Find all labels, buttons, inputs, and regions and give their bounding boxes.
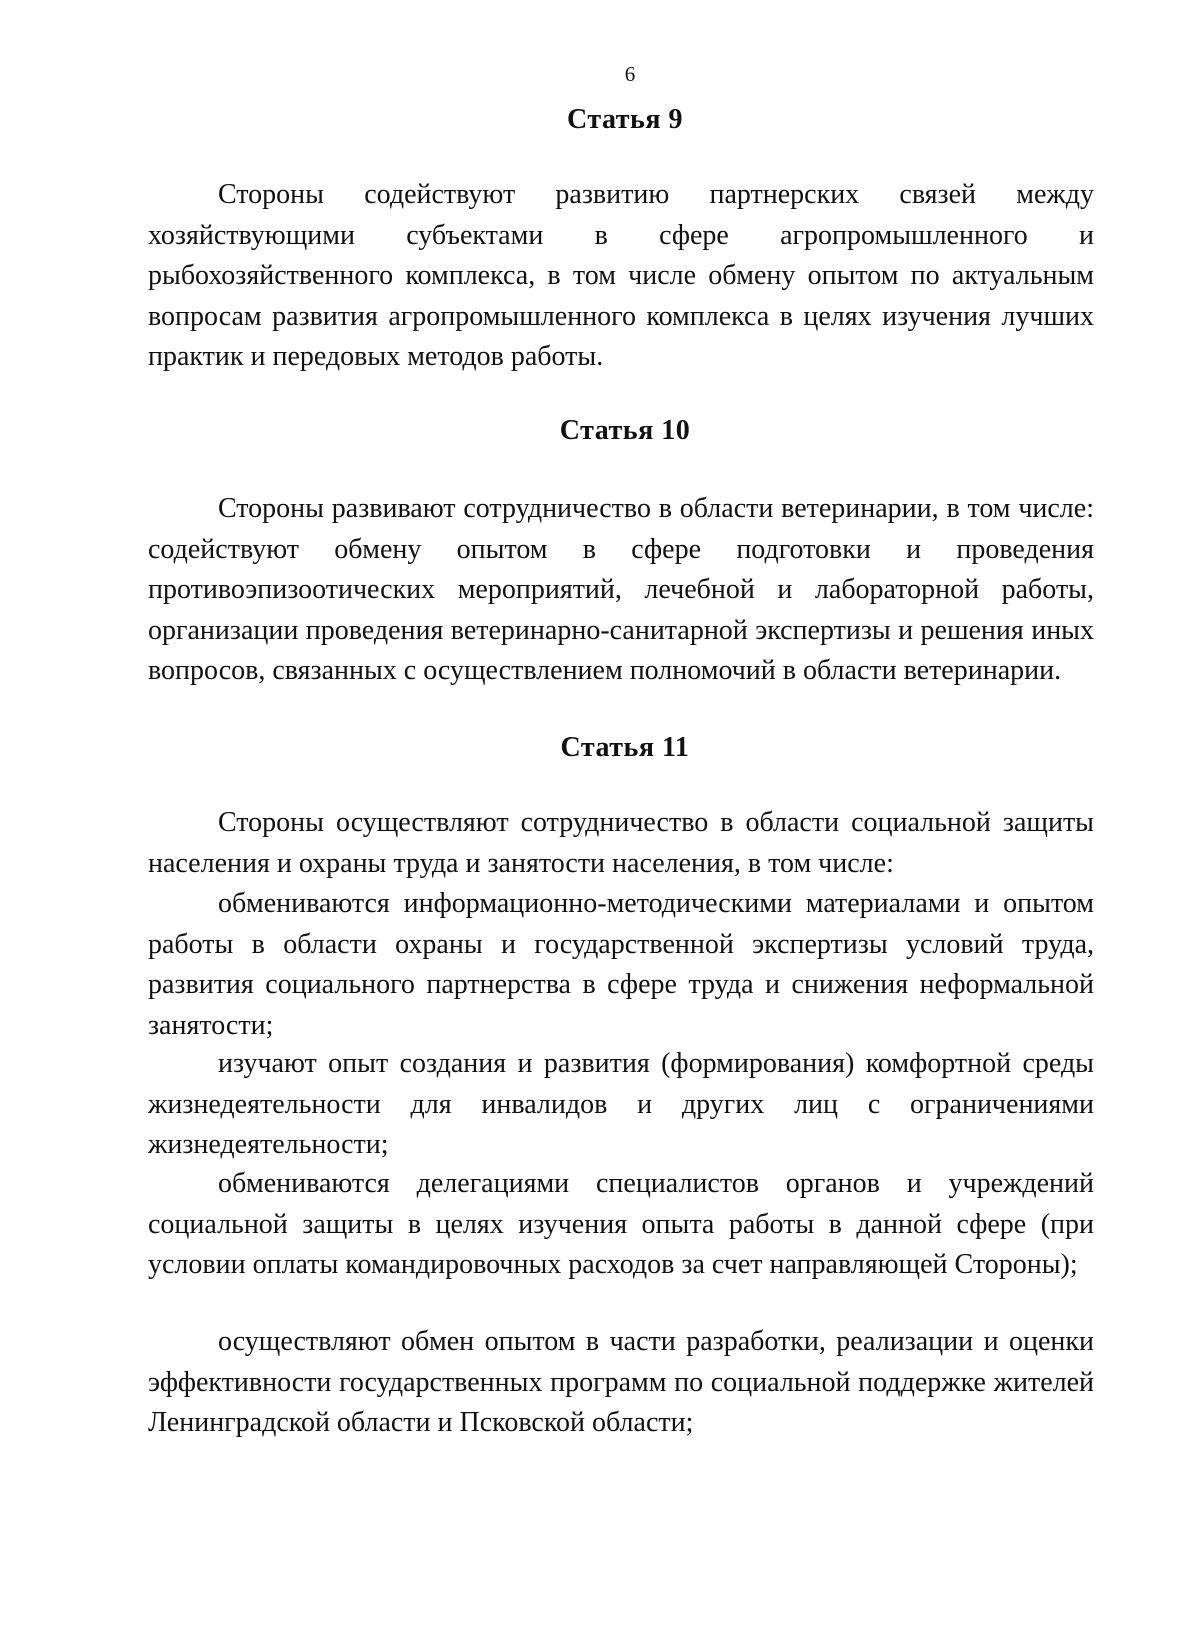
article-10-heading: Статья 10 [559,415,691,446]
article-11-paragraph-4: обмениваются делегациями специалистов органов и учреждений социальной защиты в целях изучения опыта работы в данной сфере (при условии оплаты командировочных расходов за счет направляющей Стороны); [148,1168,1094,1281]
article-11-paragraph-1: Стороны осуществляют сотрудничество в области социальной защиты населения и охраны труда и занятости населения, в том числе: [148,807,1094,879]
article-9-paragraph-1: Стороны содействуют развитию партнерских связей между хозяйствующими субъектами в сфере агропромышленного и рыбохозяйственного комплекса, в том числе обмену опытом по актуальным вопросам развития агропромышленного комплекса в целях изучения лучших практик и передовых методов работы. [148,179,1094,373]
page-number: 6 [624,62,636,86]
article-11-heading: Статья 11 [560,732,690,763]
article-10-paragraph-1: Стороны развивают сотрудничество в области ветеринарии, в том числе: содействуют обмену опытом в сфере подготовки и проведения противоэпизоотических мероприятий, лечебной и лабораторной работы, организации проведения ветеринарно-санитарной экспертизы и решения иных вопросов, связанных с осуществлением полномочий в области ветеринарии. [148,493,1094,687]
article-9-heading: Статья 9 [567,104,683,135]
article-11-paragraph-2: обмениваются информационно-методическими материалами и опытом работы в области охраны и государственной экспертизы условий труда, развития социального партнерства в сфере труда и снижения неформальной занятости; [148,888,1094,1041]
article-11-paragraph-3: изучают опыт создания и развития (формирования) комфортной среды жизнедеятельности для инвалидов и других лиц с ограничениями жизнедеятельности; [148,1048,1094,1161]
article-11-paragraph-5: осуществляют обмен опытом в части разработки, реализации и оценки эффективности государственных программ по социальной поддержке жителей Ленинградской области и Псковской области; [148,1326,1094,1439]
